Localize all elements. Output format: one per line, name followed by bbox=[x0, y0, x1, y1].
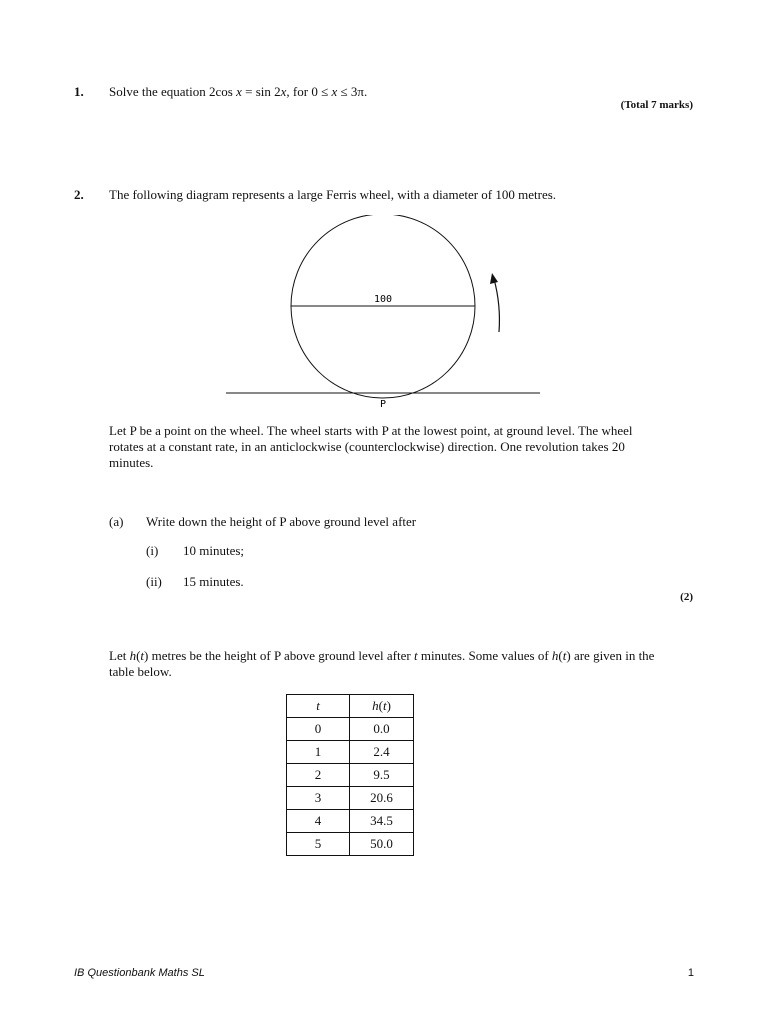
diameter-label: 100 bbox=[373, 294, 393, 305]
definition-paragraph bbox=[109, 648, 669, 680]
point-p-label: P bbox=[379, 399, 387, 410]
definition-variable: h bbox=[129, 648, 137, 663]
q1-text-part: = sin 2 bbox=[241, 84, 281, 99]
definition-text: ) are given in the table below. bbox=[109, 648, 655, 679]
table-header-t bbox=[287, 695, 350, 718]
q1-text-part: ≤ 3π. bbox=[337, 84, 368, 99]
definition-text: ( bbox=[558, 648, 563, 663]
table-cell-h: 9.5 bbox=[350, 764, 414, 787]
part-a-ii-label: (ii) bbox=[146, 574, 162, 589]
table-cell-t: 1 bbox=[287, 741, 350, 764]
table-cell-t: 5 bbox=[287, 833, 350, 856]
table-cell-t: 0 bbox=[287, 718, 350, 741]
arrow-head-icon bbox=[490, 273, 498, 284]
question-2-intro: The following diagram represents a large Ferris wheel, with a diameter of 100 metres. bbox=[109, 187, 557, 202]
question-1-number: 1. bbox=[74, 84, 84, 99]
definition-text: ) metres be the height of P above ground level after bbox=[144, 648, 414, 663]
question-2-number: 2. bbox=[74, 187, 84, 202]
table-row bbox=[287, 787, 414, 810]
definition-text: minutes. Some values of bbox=[417, 648, 552, 663]
definition-text: ( bbox=[136, 648, 141, 663]
rotation-arrow-icon bbox=[494, 279, 499, 332]
table-header-row bbox=[287, 695, 414, 718]
definition-variable: t bbox=[140, 648, 145, 663]
table-row bbox=[287, 833, 414, 856]
values-table bbox=[286, 694, 414, 856]
table-header-h bbox=[350, 695, 414, 718]
table-cell-h: 20.6 bbox=[350, 787, 414, 810]
table-row bbox=[287, 810, 414, 833]
q1-variable: x bbox=[236, 84, 242, 99]
part-a-marks: (2) bbox=[680, 591, 693, 603]
table-cell-t: 3 bbox=[287, 787, 350, 810]
question-2-paragraph: Let P be a point on the wheel. The wheel starts with P at the lowest point, at ground level. The wheel rotates at a constant rate, in an anticlockwise (counterclockwise) direction. One revolution takes 20 minutes. bbox=[109, 423, 633, 470]
table-cell-t: 2 bbox=[287, 764, 350, 787]
definition-variable: t bbox=[413, 648, 418, 663]
definition-variable: t bbox=[562, 648, 567, 663]
table-row bbox=[287, 764, 414, 787]
question-1-marks: (Total 7 marks) bbox=[620, 99, 693, 111]
footer-source: IB Questionbank Maths SL bbox=[74, 967, 205, 979]
table-row bbox=[287, 741, 414, 764]
definition-variable: h bbox=[551, 648, 559, 663]
table-cell-h: 34.5 bbox=[350, 810, 414, 833]
header-t-text: t bbox=[316, 698, 320, 713]
table-cell-t: 4 bbox=[287, 810, 350, 833]
part-a-ii-text: 15 minutes. bbox=[183, 574, 244, 589]
q1-text-part: Solve the equation 2cos bbox=[109, 84, 237, 99]
part-a-text: Write down the height of P above ground level after bbox=[146, 514, 417, 529]
table-cell-h: 2.4 bbox=[350, 741, 414, 764]
question-1-text bbox=[109, 84, 367, 100]
definition-text: Let bbox=[109, 648, 130, 663]
table-cell-h: 50.0 bbox=[350, 833, 414, 856]
table-row bbox=[287, 718, 414, 741]
part-a-i-label: (i) bbox=[146, 543, 159, 558]
footer-page-number: 1 bbox=[687, 967, 694, 979]
part-a-i-text: 10 minutes; bbox=[183, 543, 245, 558]
table-cell-h: 0.0 bbox=[350, 718, 414, 741]
header-h-text: h(t) bbox=[372, 698, 391, 713]
q1-text-part: , for 0 ≤ bbox=[286, 84, 332, 99]
q1-variable: x bbox=[280, 84, 287, 99]
part-a-label: (a) bbox=[109, 514, 124, 529]
ferris-wheel-diagram bbox=[220, 215, 550, 415]
q1-variable: x bbox=[331, 84, 338, 99]
